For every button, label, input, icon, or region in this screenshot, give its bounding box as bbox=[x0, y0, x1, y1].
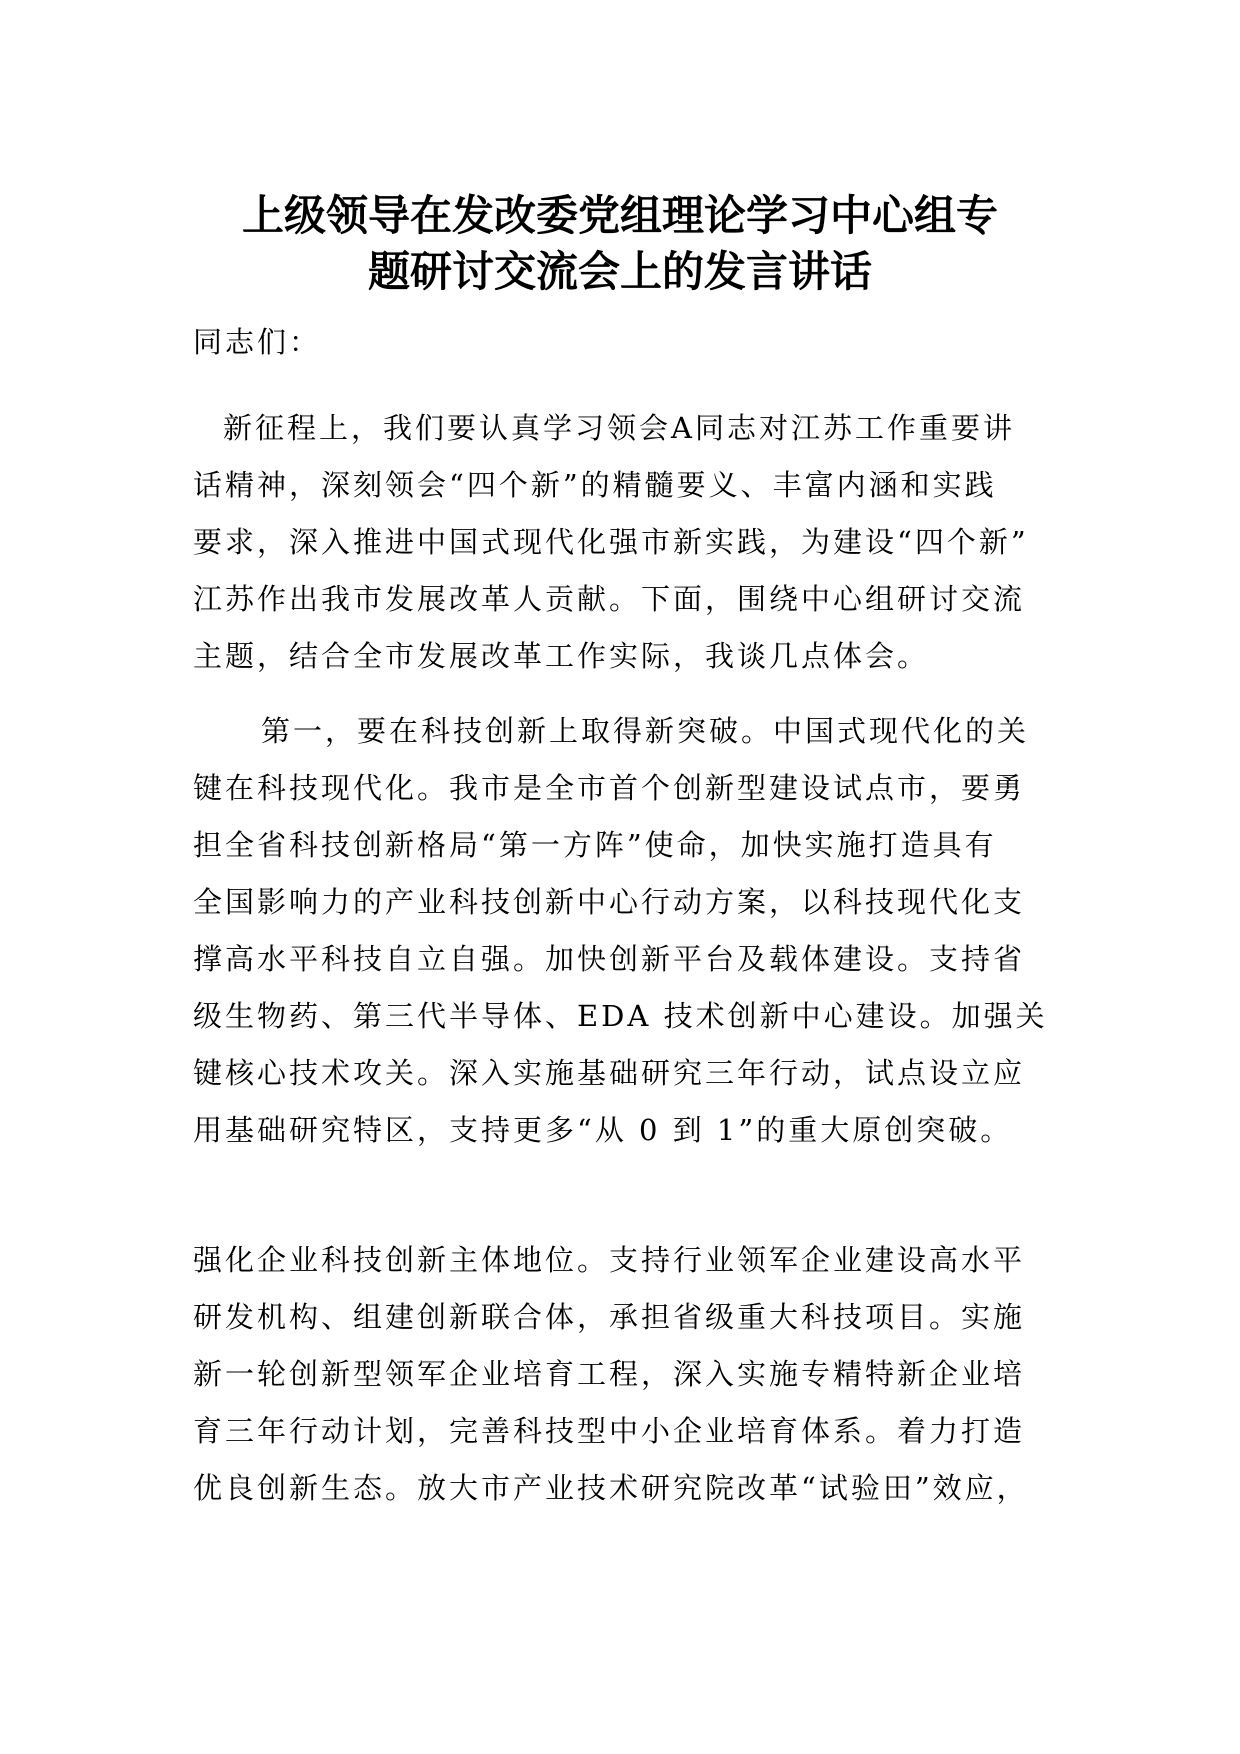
paragraph-line: 撑高水平科技自立自强。加快创新平台及载体建设。支持省 bbox=[193, 942, 1026, 976]
paragraph-line: 育三年行动计划，完善科技型中小企业培育体系。着力打造 bbox=[193, 1414, 1026, 1448]
paragraph-line: 研发机构、组建创新联合体，承担省级重大科技项目。实施 bbox=[193, 1300, 1026, 1334]
paragraph-line: 第一，要在科技创新上取得新突破。中国式现代化的关 bbox=[261, 714, 1030, 748]
paragraph-line: 话精神，深刻领会“四个新”的精髓要义、丰富内涵和实践 bbox=[193, 468, 997, 502]
paragraph-line: 江苏作出我市发展改革人贡献。下面，围绕中心组研讨交流 bbox=[193, 582, 1026, 616]
paragraph-line: 新征程上，我们要认真学习领会A同志对江苏工作重要讲 bbox=[223, 411, 1015, 445]
paragraph-line: 要求，深入推进中国式现代化强市新实践，为建设“四个新” bbox=[193, 525, 1029, 559]
paragraph-continuation bbox=[193, 1232, 1073, 1517]
paragraph-first-point bbox=[193, 703, 1073, 1159]
paragraph-intro bbox=[193, 400, 1073, 685]
document-title bbox=[150, 188, 1090, 300]
paragraph-line: 级生物药、第三代半导体、EDA 技术创新中心建设。加强关 bbox=[193, 999, 1048, 1033]
paragraph-line: 用基础研究特区，支持更多“从 0 到 1”的重大原创突破。 bbox=[193, 1113, 1013, 1147]
paragraph-line: 担全省科技创新格局“第一方阵”使命，加快实施打造具有 bbox=[193, 828, 997, 862]
paragraph-line: 新一轮创新型领军企业培育工程，深入实施专精特新企业培 bbox=[193, 1357, 1026, 1391]
paragraph-line: 键在科技现代化。我市是全市首个创新型建设试点市，要勇 bbox=[193, 771, 1026, 805]
paragraph-line: 主题，结合全市发展改革工作实际，我谈几点体会。 bbox=[193, 639, 930, 673]
salutation-text: 同志们： bbox=[193, 325, 322, 359]
paragraph-line: 优良创新生态。放大市产业技术研究院改革“试验田”效应， bbox=[193, 1471, 1029, 1505]
title-line: 题研讨交流会上的发言讲话 bbox=[367, 247, 872, 296]
paragraph-line: 全国影响力的产业科技创新中心行动方案，以科技现代化支 bbox=[193, 885, 1026, 919]
paragraph-line: 键核心技术攻关。深入实施基础研究三年行动，试点设立应 bbox=[193, 1056, 1026, 1090]
paragraph-line: 强化企业科技创新主体地位。支持行业领军企业建设高水平 bbox=[193, 1243, 1026, 1277]
salutation bbox=[193, 322, 1073, 362]
title-line: 上级领导在发改委党组理论学习中心组专 bbox=[241, 191, 998, 240]
